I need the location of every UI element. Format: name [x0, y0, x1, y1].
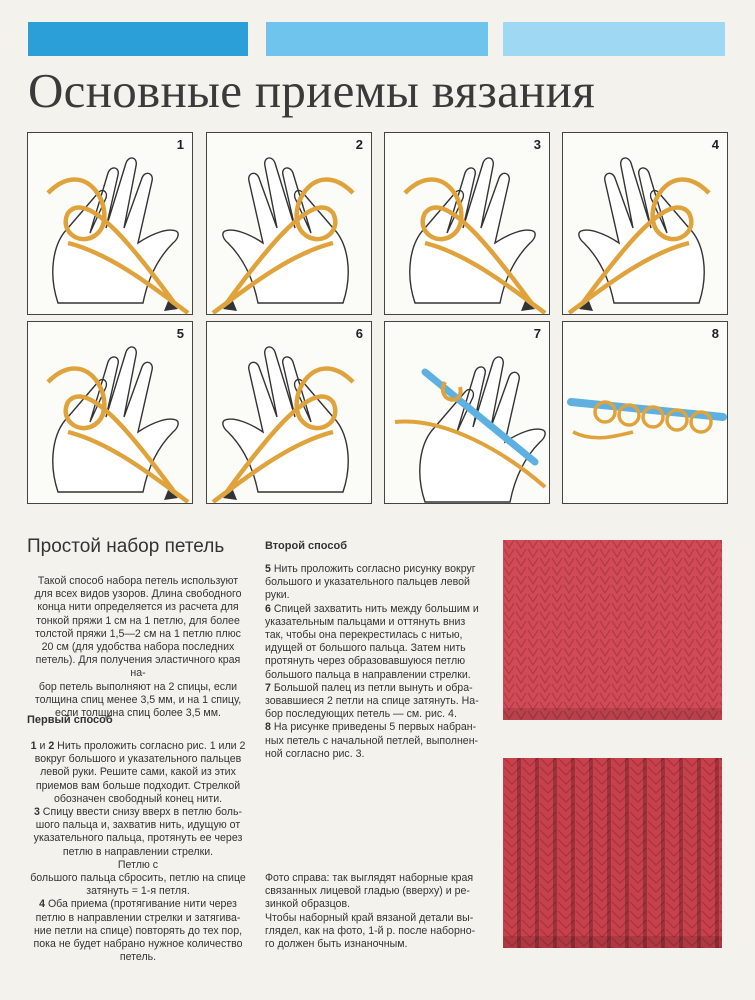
second-method-line: большого пальца в направлении стрелки. — [265, 668, 471, 681]
caption-line: зинкой образцов. — [265, 898, 351, 911]
intro-line: Такой способ набора петель используют — [37, 575, 239, 587]
knit-photo-bottom — [503, 758, 722, 948]
second-method-line: 5 Нить проложить согласно рисунку вокруг — [265, 563, 476, 575]
hand-with-yarn-loop-icon — [207, 133, 372, 315]
intro-line: тонкой пряжи 1 см на 1 петлю, для более — [36, 614, 240, 627]
header-bar-2 — [266, 22, 488, 56]
first-method-line: левой руки. Решите сами, какой из этих — [40, 766, 236, 779]
second-method-line: протянуть через образовавшуюся петлю — [265, 655, 466, 668]
caption-line: Чтобы наборный край вязаной детали вы- — [265, 911, 474, 924]
illustration-panel-2 — [206, 132, 372, 315]
intro-line: для всех видов узоров. Длина свободного — [34, 588, 242, 601]
hand-with-yarn-loop-icon — [385, 133, 550, 315]
panel-number: 2 — [355, 137, 363, 152]
intro-line: толщина спиц менее 3,5 мм, и на 1 спицу, — [34, 693, 242, 706]
needle-with-stitches-icon — [563, 322, 728, 504]
intro-text — [27, 575, 249, 720]
illustration-panel-3 — [384, 132, 550, 315]
section-title: Простой набор петель — [27, 536, 225, 557]
second-method-line: руки. — [265, 589, 290, 602]
panel-number: 5 — [176, 326, 184, 341]
first-method-line: обозначен свободный конец нити. — [53, 792, 223, 805]
caption-line: Фото справа: так выглядят наборные края — [265, 872, 474, 884]
second-method-title: Второй способ — [265, 540, 347, 552]
page-title: Основные приемы вязания — [28, 63, 596, 118]
first-method-title: Первый способ — [27, 714, 113, 726]
first-method-line: 4 Оба приема (протягивание нити через — [39, 898, 237, 911]
hand-with-yarn-loop-icon — [28, 133, 193, 315]
illustration-panel-7 — [384, 321, 550, 504]
first-method-line: большого пальца сбросить, петлю на спице — [30, 872, 246, 885]
first-method-line: вокруг большого и указательного пальцев — [34, 753, 242, 766]
second-method-line: так, чтобы она перекрестилась с нитью, — [265, 629, 463, 642]
intro-line: толстой пряжи 1,5—2 см на 1 петлю плюс — [35, 627, 241, 640]
intro-line: бор петель выполняют на 2 спицы, если — [38, 680, 238, 693]
illustration-panel-4 — [562, 132, 728, 315]
intro-line: петель). Для получения эластичного края на- — [35, 654, 241, 680]
hand-with-yarn-loop-icon — [207, 322, 372, 504]
second-method-text — [265, 563, 490, 761]
panel-number: 8 — [711, 326, 719, 341]
second-method-line: 6 Спицей захватить нить между большим и — [265, 602, 479, 615]
illustration-panel-1 — [27, 132, 193, 315]
first-method-line: 3 Спицу ввести снизу вверх в петлю боль- — [33, 806, 243, 819]
panel-number: 3 — [533, 137, 541, 152]
panel-number: 7 — [533, 326, 541, 341]
knit-photo-top — [503, 540, 722, 720]
second-method-line: ной согласно рис. 3. — [265, 747, 365, 760]
needle-with-loop-icon — [385, 322, 550, 504]
hand-with-yarn-loop-icon — [563, 133, 728, 315]
second-method-line: зовавшиеся 2 петли на спице затянуть. На- — [265, 695, 479, 708]
first-method-line: ние петли на спице) повторять до тех пор, — [33, 924, 243, 937]
illustration-panel-8 — [562, 321, 728, 504]
caption-line: го должен быть изнаночным. — [265, 938, 408, 951]
first-method-line: шого пальца и, захватив нить, идущую от — [35, 819, 241, 832]
first-method-line: затянуть = 1-я петля. — [86, 885, 190, 898]
illustration-panel-6 — [206, 321, 372, 504]
panel-number: 1 — [176, 137, 184, 152]
second-method-line: ных петель с начальной петлей, выполнен- — [265, 734, 479, 747]
caption-line: глядел, как на фото, 1-й р. после наборно- — [265, 924, 476, 937]
second-method-line: 7 Большой палец из петли вынуть и обра- — [265, 681, 473, 694]
first-method-text — [24, 740, 252, 964]
photo-caption — [265, 872, 493, 951]
panel-number: 6 — [355, 326, 363, 341]
hand-with-yarn-loop-icon — [28, 322, 193, 504]
second-method-line: большого и указательного пальцев левой — [265, 576, 470, 589]
header-bar-3 — [503, 22, 725, 56]
second-method-line: идущей от большого пальца. Затем нить — [265, 642, 466, 655]
intro-line: если толщина спиц более 3,5 мм. — [55, 707, 221, 720]
first-method-line: петлю в направлении стрелки и затягива- — [35, 911, 241, 924]
first-method-line: петлю в направлении стрелки. — [62, 845, 214, 858]
caption-line: связанных лицевой гладью (вверху) и ре- — [265, 885, 470, 898]
second-method-line: 8 На рисунке приведены 5 первых набран- — [265, 721, 477, 734]
illustration-panel-5 — [27, 321, 193, 504]
intro-line: 20 см (для удобства набора последних — [41, 641, 235, 654]
first-method-line: петель. — [119, 951, 157, 964]
intro-line: конца нити определяется из расчета для — [37, 601, 239, 614]
first-method-line: пока не будет набрано нужное количество — [33, 938, 243, 951]
first-method-line: указательного пальца, протянуть ее через — [33, 832, 243, 845]
first-method-line: приемов вам больше подходит. Стрелкой — [35, 779, 241, 792]
panel-number: 4 — [711, 137, 719, 152]
second-method-line: бор последующих петель — см. рис. 4. — [265, 708, 457, 721]
second-method-line: указательным пальцами и оттянуть вниз — [265, 615, 466, 628]
first-method-line: Петлю с — [117, 858, 159, 871]
first-method-line: 1 и 2 Нить проложить согласно рис. 1 или 2 — [30, 740, 246, 752]
header-bar-1 — [28, 22, 248, 56]
